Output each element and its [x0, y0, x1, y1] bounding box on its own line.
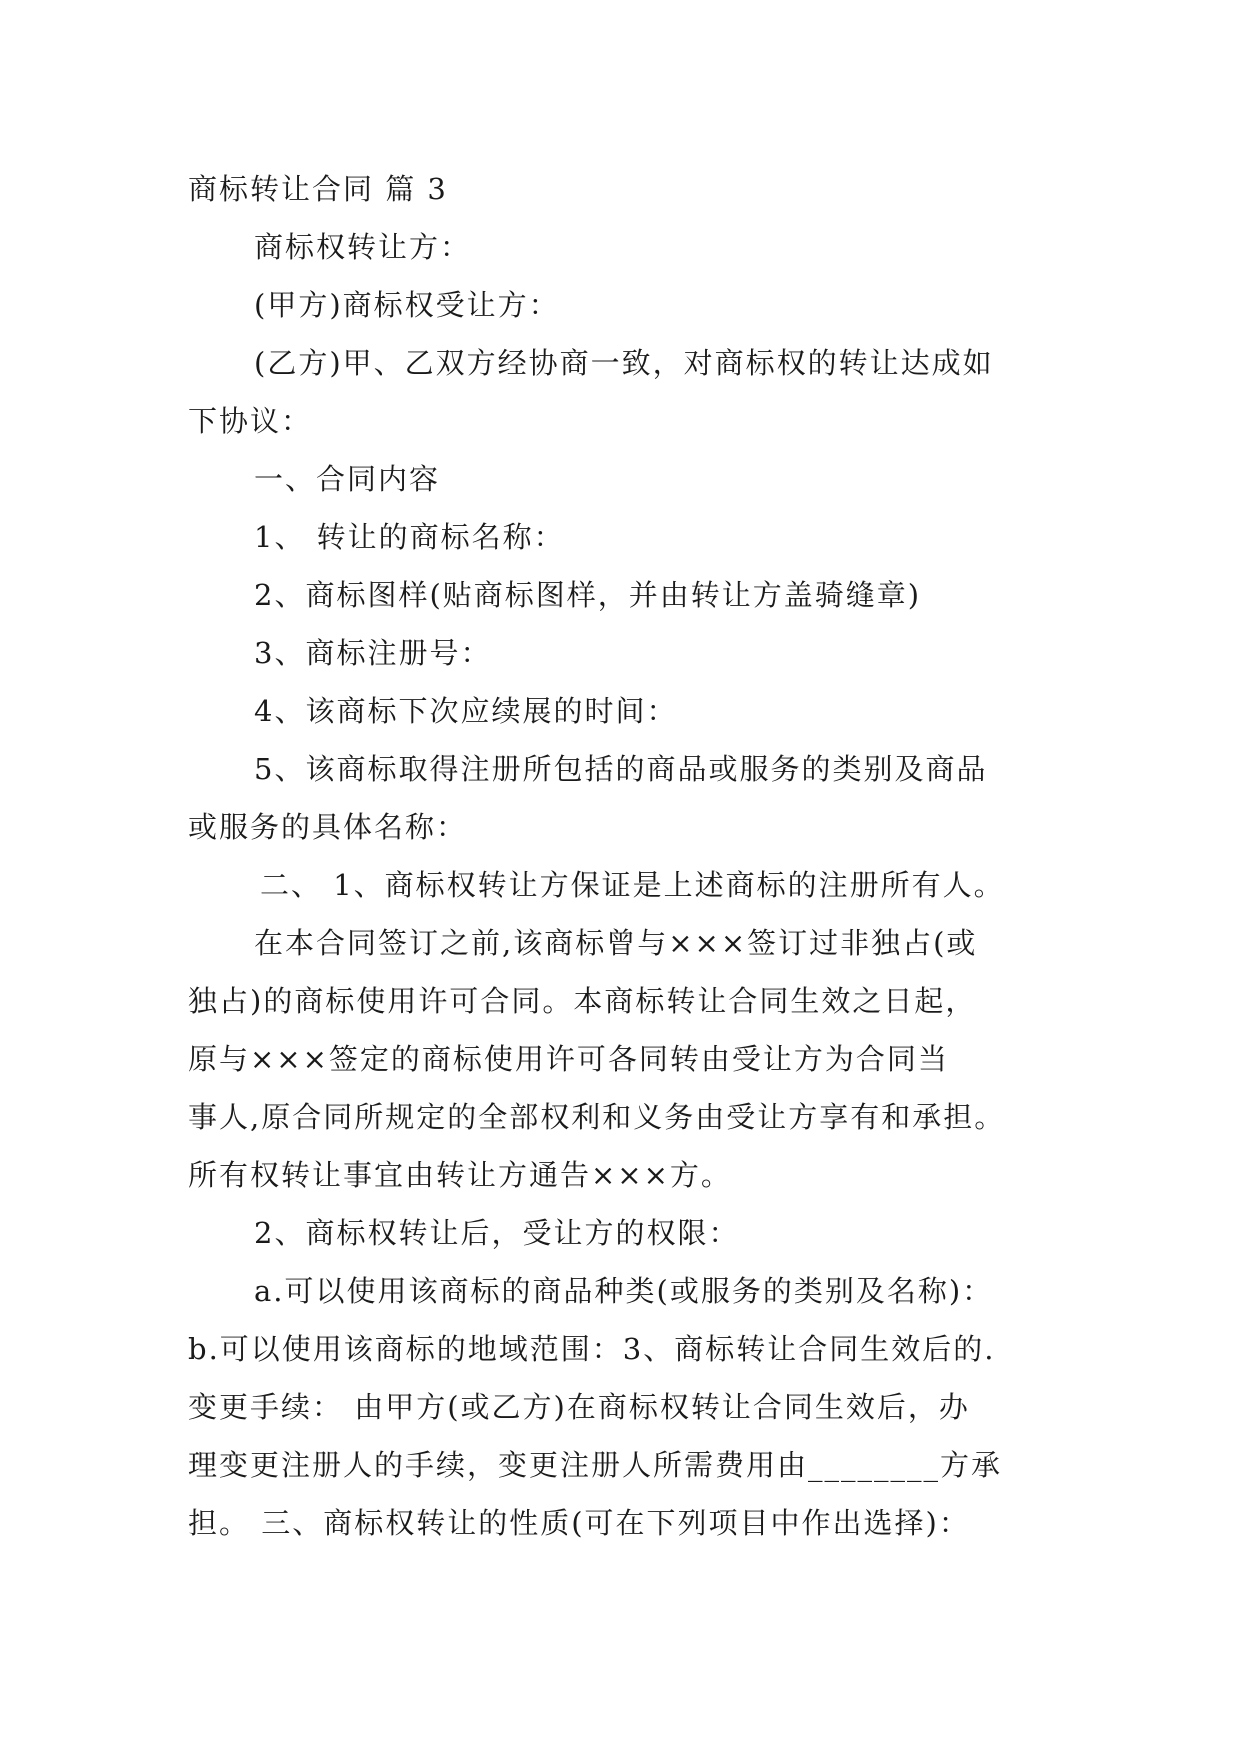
- clause-1-trademark-name: 1、 转让的商标名称：: [254, 520, 565, 554]
- change-procedure-line-1: 变更手续： 由甲方(或乙方)在商标权转让合同生效后，办: [188, 1390, 970, 1424]
- clause-4-renewal-time: 4、该商标下次应续展的时间：: [254, 694, 678, 728]
- clause-5-goods-services: 5、该商标取得注册所包括的商品或服务的类别及商品: [254, 752, 988, 786]
- agreement-continuation-line: 下协议：: [188, 404, 313, 438]
- party-a-transferee-line: (甲方)商标权受让方：: [254, 288, 560, 322]
- clause-2a-goods-scope: a.可以使用该商标的商品种类(或服务的类别及名称)：: [254, 1274, 994, 1308]
- clause-3-registration-number: 3、商标注册号：: [254, 636, 492, 670]
- prior-license-paragraph-line-5: 所有权转让事宜由转让方通告×××方。: [188, 1158, 732, 1192]
- change-procedure-line-2: 理变更注册人的手续，变更注册人所需费用由________方承: [188, 1448, 1003, 1482]
- party-b-agreement-line: (乙方)甲、乙双方经协商一致，对商标权的转让达成如: [254, 346, 994, 380]
- clause-5-continuation: 或服务的具体名称：: [188, 810, 468, 844]
- change-procedure-and-section-three: 担。 三、商标权转让的性质(可在下列项目中作出选择)：: [188, 1506, 970, 1540]
- transferor-line: 商标权转让方：: [254, 230, 472, 264]
- clause-2b-territory-and-clause-3: b.可以使用该商标的地域范围：3、商标转让合同生效后的.: [188, 1332, 996, 1366]
- clause-2-trademark-sample: 2、商标图样(贴商标图样，并由转让方盖骑缝章): [254, 578, 922, 612]
- prior-license-paragraph-line-4: 事人,原合同所规定的全部权利和义务由受让方享有和承担。: [188, 1100, 1006, 1134]
- section-two-clause-1: 二、 1、商标权转让方保证是上述商标的注册所有人。: [260, 868, 1005, 902]
- prior-license-paragraph-line-2: 独占)的商标使用许可合同。本商标转让合同生效之日起，: [188, 984, 977, 1018]
- prior-license-paragraph-line-3: 原与×××签定的商标使用许可各同转由受让方为合同当: [188, 1042, 949, 1076]
- section-heading-contract-content: 一、合同内容: [254, 462, 441, 496]
- document-title: 商标转让合同 篇 3: [188, 172, 448, 206]
- document-page: [188, 160, 1058, 1552]
- section-two-clause-2: 2、商标权转让后，受让方的权限：: [254, 1216, 740, 1250]
- prior-license-paragraph-line-1: 在本合同签订之前,该商标曾与×××签订过非独占(或: [254, 926, 978, 960]
